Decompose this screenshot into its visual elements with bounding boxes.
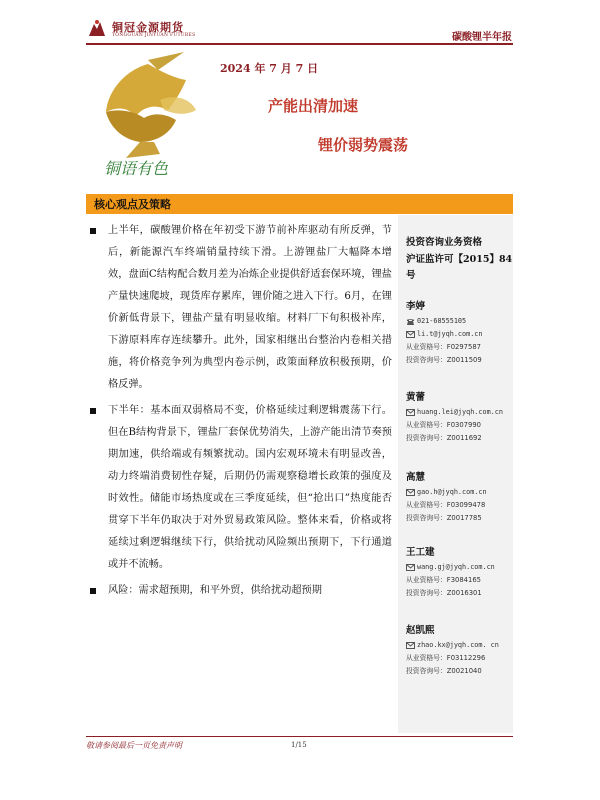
- bullet-marker: [90, 228, 96, 234]
- analyst-card: [406, 470, 511, 525]
- email-icon: [406, 564, 415, 571]
- brand-name: 铜冠金源期货: [112, 21, 184, 34]
- email-text: gao.h@jyqh.com.cn: [417, 488, 487, 496]
- bullet-second-half: [86, 400, 392, 576]
- bullet-text: 下半年：基本面双弱格局不变，价格延续过剩逻辑震荡下行。但在B结构背景下，锂盐厂套保优势消失，上游产能出清节奏预期加速，供给端或有频繁扰动。国内宏观环境未有明显改善，动力终端消费韧性存疑，后期仍仍需观察稳增长政策的强度及时效性。储能市场热度或在三季度延续，但“抢出口”热度能否贯穿下半年仍取决于对外贸易政策风险。整体来看，价格或将延续过剩逻辑继续下行，供给扰动风险频出预期下，下行通道或并不流畅。: [108, 405, 392, 570]
- report-title-line-2: 锂价弱势震荡: [318, 136, 409, 154]
- license-number: 沪证监许可【2015】84 号: [406, 254, 513, 281]
- analyst-card: [406, 545, 511, 600]
- consult-number: 投资咨询号：Z0017785: [406, 514, 482, 522]
- report-title-line-1: 产能出清加速: [268, 97, 359, 115]
- phone-icon: [406, 318, 415, 325]
- header-divider: [86, 43, 513, 45]
- core-views-list: [86, 220, 392, 606]
- analyst-email[interactable]: [406, 406, 511, 419]
- analyst-name: 王工建: [406, 547, 435, 558]
- bullet-first-half: [86, 220, 392, 396]
- analyst-email[interactable]: [406, 561, 511, 574]
- email-text: li.t@jyqh.com.cn: [417, 330, 483, 338]
- bullet-text: 上半年，碳酸锂价格在年初受下游节前补库驱动有所反弹，节后，新能源汽车终端销量持续下滑。上游锂盐厂大幅降本增效，盘面C结构配合数月差为冶炼企业提供舒适套保环境，锂盐产量快速爬坡，现货库存累库，锂价随之进入下行。6月，在锂价新低背景下，锂盐产量有明显收缩。材料厂下旬积极补库，下游原料库存连续攀升。此外，国家相继出台整治内卷相关措施，将价格竞争列为典型内卷示例，政策面释放积极预期，价格反弹。: [108, 225, 392, 390]
- email-icon: [406, 489, 415, 496]
- qualification-heading: 投资咨询业务资格: [406, 237, 483, 248]
- report-date: 2024 年 7 月 7 日: [220, 62, 319, 75]
- analyst-name: 高慧: [406, 472, 426, 483]
- footer-divider: [86, 736, 513, 737]
- email-text: zhao.kx@jyqh.com. cn: [417, 641, 499, 649]
- email-text: huang.lei@jyqh.com.cn: [417, 408, 503, 416]
- brand-english-name: TONGGUAN JINYUAN FUTURES: [112, 33, 196, 38]
- bullet-risk: [86, 580, 392, 602]
- analyst-name: 李婷: [406, 301, 426, 312]
- analyst-sidebar: [398, 215, 513, 733]
- consult-number: 投资咨询号：Z0016301: [406, 589, 482, 597]
- email-icon: [406, 409, 415, 416]
- practice-number: 从业资格号：F03099478: [406, 501, 486, 509]
- company-logo-icon: [86, 18, 108, 40]
- analyst-name: 赵凯熙: [406, 625, 435, 636]
- analyst-card: [406, 390, 511, 445]
- analyst-phone: [406, 315, 511, 328]
- section-title: 核心观点及策略: [94, 198, 171, 211]
- consult-number: 投资咨询号：Z0011509: [406, 356, 482, 364]
- analyst-name: 黄蕾: [406, 392, 426, 403]
- email-icon: [406, 642, 415, 649]
- consult-number: 投资咨询号：Z0011692: [406, 434, 482, 442]
- consult-number: 投资咨询号：Z0021040: [406, 667, 482, 675]
- email-text: wang.gj@jyqh.com.cn: [417, 563, 495, 571]
- analyst-email[interactable]: [406, 328, 511, 341]
- phone-text: 021-68555105: [417, 317, 467, 325]
- calligraphy-signature: [102, 152, 192, 182]
- disclaimer-link[interactable]: 敬请参阅最后一页免责声明: [86, 741, 182, 750]
- practice-number: 从业资格号：F0297587: [406, 343, 481, 351]
- practice-number: 从业资格号：F0307990: [406, 421, 481, 429]
- page-number: 1/15: [291, 741, 307, 749]
- analyst-email[interactable]: [406, 486, 511, 499]
- email-icon: [406, 331, 415, 338]
- analyst-card: [406, 299, 511, 367]
- bullet-marker: [90, 588, 96, 594]
- report-type: 碳酸锂半年报: [452, 32, 512, 43]
- practice-number: 从业资格号：F3084165: [406, 576, 481, 584]
- bullet-marker: [90, 408, 96, 414]
- bullet-text: 风险：需求超预期，和平外贸，供给扰动超预期: [108, 585, 322, 596]
- practice-number: 从业资格号：F03112296: [406, 654, 486, 662]
- analyst-card: [406, 623, 511, 678]
- calligraphy-text: 铜语有色: [104, 159, 169, 178]
- analyst-email[interactable]: [406, 639, 511, 652]
